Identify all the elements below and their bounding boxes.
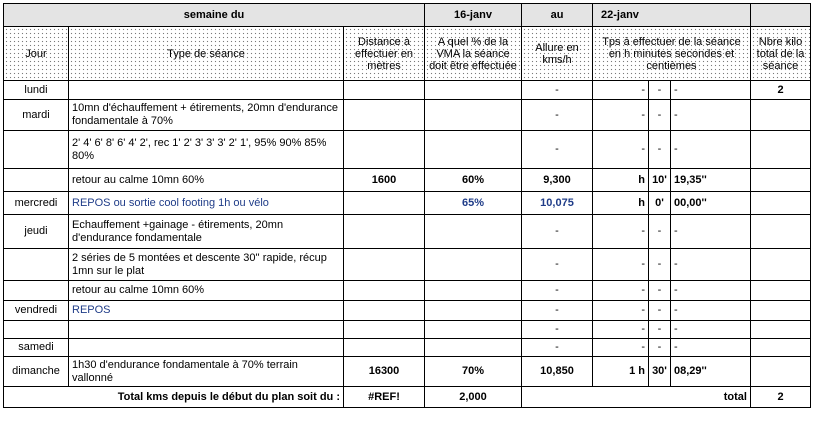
day-cell: dimanche: [4, 357, 69, 387]
seconds-cell: -: [671, 131, 751, 169]
vma-cell: [425, 249, 522, 281]
day-cell: [4, 249, 69, 281]
table-row: [4, 281, 811, 301]
distance-cell: [344, 301, 425, 321]
minutes-cell: -: [649, 81, 671, 100]
day-cell: [4, 169, 69, 192]
distance-cell: [344, 249, 425, 281]
pace-cell: -: [522, 339, 593, 357]
table-row: [4, 215, 811, 249]
seconds-cell: 19,35'': [671, 169, 751, 192]
distance-cell: [344, 339, 425, 357]
vma-cell: 70%: [425, 357, 522, 387]
pace-cell: -: [522, 281, 593, 301]
header-week-row: [4, 4, 811, 27]
hours-cell: -: [593, 321, 649, 339]
distance-cell: 16300: [344, 357, 425, 387]
pace-cell: -: [522, 131, 593, 169]
vma-cell: [425, 321, 522, 339]
vma-cell: [425, 281, 522, 301]
pace-cell: -: [522, 81, 593, 100]
week-end-date: 22-janv: [593, 4, 751, 27]
table-row: [4, 100, 811, 131]
session-cell: 2' 4' 6' 8' 6' 4' 2', rec 1' 2' 3' 3' 3' 2' 1', 95% 90% 85% 80%: [69, 131, 344, 169]
table-row: [4, 357, 811, 387]
training-plan-table: [3, 3, 811, 408]
hours-cell: -: [593, 131, 649, 169]
kilo-cell: [751, 339, 811, 357]
table-row: [4, 81, 811, 100]
day-cell: samedi: [4, 339, 69, 357]
session-cell: [69, 339, 344, 357]
pace-cell: -: [522, 249, 593, 281]
pace-cell: 9,300: [522, 169, 593, 192]
kilo-cell: [751, 281, 811, 301]
minutes-cell: -: [649, 249, 671, 281]
kilo-cell: [751, 357, 811, 387]
kilo-cell: [751, 131, 811, 169]
vma-cell: [425, 131, 522, 169]
hours-cell: -: [593, 100, 649, 131]
minutes-cell: 30': [649, 357, 671, 387]
col-header-kilo: Nbre kilo total de la séance: [751, 27, 811, 81]
distance-cell: [344, 321, 425, 339]
pace-cell: -: [522, 215, 593, 249]
day-cell: [4, 321, 69, 339]
kilo-cell: [751, 192, 811, 215]
col-header-jour: Jour: [4, 27, 69, 81]
seconds-cell: -: [671, 81, 751, 100]
column-header-row: [4, 27, 811, 81]
session-cell: Echauffement +gainage - étirements, 20mn d'endurance fondamentale: [69, 215, 344, 249]
col-header-distance: Distance à effectuer en mètres: [344, 27, 425, 81]
pace-cell: 10,850: [522, 357, 593, 387]
day-cell: mercredi: [4, 192, 69, 215]
hours-cell: -: [593, 81, 649, 100]
minutes-cell: 10': [649, 169, 671, 192]
vma-cell: [425, 215, 522, 249]
kilo-cell: [751, 169, 811, 192]
session-cell: retour au calme 10mn 60%: [69, 169, 344, 192]
minutes-cell: -: [649, 301, 671, 321]
pace-cell: -: [522, 100, 593, 131]
table-row: [4, 192, 811, 215]
minutes-cell: 0': [649, 192, 671, 215]
table-row: [4, 301, 811, 321]
footer-total-row: [4, 387, 811, 408]
seconds-cell: 00,00'': [671, 192, 751, 215]
minutes-cell: -: [649, 131, 671, 169]
kilo-cell: [751, 249, 811, 281]
day-cell: jeudi: [4, 215, 69, 249]
distance-cell: [344, 215, 425, 249]
distance-cell: [344, 81, 425, 100]
hours-cell: h: [593, 169, 649, 192]
footer-total-label: total: [522, 387, 751, 408]
minutes-cell: -: [649, 321, 671, 339]
week-start-date: 16-janv: [425, 4, 522, 27]
session-cell: REPOS: [69, 301, 344, 321]
session-cell: 1h30 d'endurance fondamentale à 70% terrain vallonné: [69, 357, 344, 387]
header-blank-cell: [751, 4, 811, 27]
seconds-cell: -: [671, 339, 751, 357]
table-row: [4, 169, 811, 192]
table-row: [4, 339, 811, 357]
distance-cell: [344, 131, 425, 169]
day-cell: vendredi: [4, 301, 69, 321]
day-cell: [4, 131, 69, 169]
kilo-cell: [751, 301, 811, 321]
seconds-cell: -: [671, 301, 751, 321]
kilo-cell: [751, 215, 811, 249]
hours-cell: 1 h: [593, 357, 649, 387]
col-header-tps: Tps à effectuer de la séance en h minutes secondes et centièmes: [593, 27, 751, 81]
table-row: [4, 131, 811, 169]
seconds-cell: -: [671, 281, 751, 301]
day-cell: lundi: [4, 81, 69, 100]
pace-cell: -: [522, 321, 593, 339]
distance-cell: [344, 192, 425, 215]
hours-cell: -: [593, 215, 649, 249]
session-cell: [69, 81, 344, 100]
vma-cell: [425, 100, 522, 131]
week-au-label: au: [522, 4, 593, 27]
distance-cell: 1600: [344, 169, 425, 192]
kilo-cell: 2: [751, 81, 811, 100]
minutes-cell: -: [649, 100, 671, 131]
seconds-cell: -: [671, 321, 751, 339]
session-cell: retour au calme 10mn 60%: [69, 281, 344, 301]
hours-cell: -: [593, 301, 649, 321]
day-cell: mardi: [4, 100, 69, 131]
col-header-type: Type de séance: [69, 27, 344, 81]
seconds-cell: -: [671, 215, 751, 249]
distance-cell: [344, 281, 425, 301]
vma-cell: 65%: [425, 192, 522, 215]
distance-cell: [344, 100, 425, 131]
col-header-allure: Allure en kms/h: [522, 27, 593, 81]
kilo-cell: [751, 321, 811, 339]
session-cell: 2 séries de 5 montées et descente 30'' rapide, récup 1mn sur le plat: [69, 249, 344, 281]
vma-cell: [425, 301, 522, 321]
hours-cell: -: [593, 281, 649, 301]
minutes-cell: -: [649, 339, 671, 357]
pace-cell: -: [522, 301, 593, 321]
footer-value: 2,000: [425, 387, 522, 408]
vma-cell: [425, 339, 522, 357]
seconds-cell: -: [671, 100, 751, 131]
footer-label: Total kms depuis le début du plan soit du :: [4, 387, 344, 408]
table-row: [4, 321, 811, 339]
seconds-cell: -: [671, 249, 751, 281]
kilo-cell: [751, 100, 811, 131]
seconds-cell: 08,29'': [671, 357, 751, 387]
hours-cell: -: [593, 249, 649, 281]
vma-cell: 60%: [425, 169, 522, 192]
pace-cell: 10,075: [522, 192, 593, 215]
hours-cell: h: [593, 192, 649, 215]
session-cell: 10mn d'échauffement + étirements, 20mn d'endurance fondamentale à 70%: [69, 100, 344, 131]
day-cell: [4, 281, 69, 301]
col-header-vma: A quel % de la VMA la séance doit être effectuée: [425, 27, 522, 81]
session-cell: [69, 321, 344, 339]
minutes-cell: -: [649, 215, 671, 249]
week-label: semaine du: [4, 4, 425, 27]
hours-cell: -: [593, 339, 649, 357]
session-cell: REPOS ou sortie cool footing 1h ou vélo: [69, 192, 344, 215]
vma-cell: [425, 81, 522, 100]
footer-ref: #REF!: [344, 387, 425, 408]
minutes-cell: -: [649, 281, 671, 301]
footer-total-value: 2: [751, 387, 811, 408]
table-row: [4, 249, 811, 281]
